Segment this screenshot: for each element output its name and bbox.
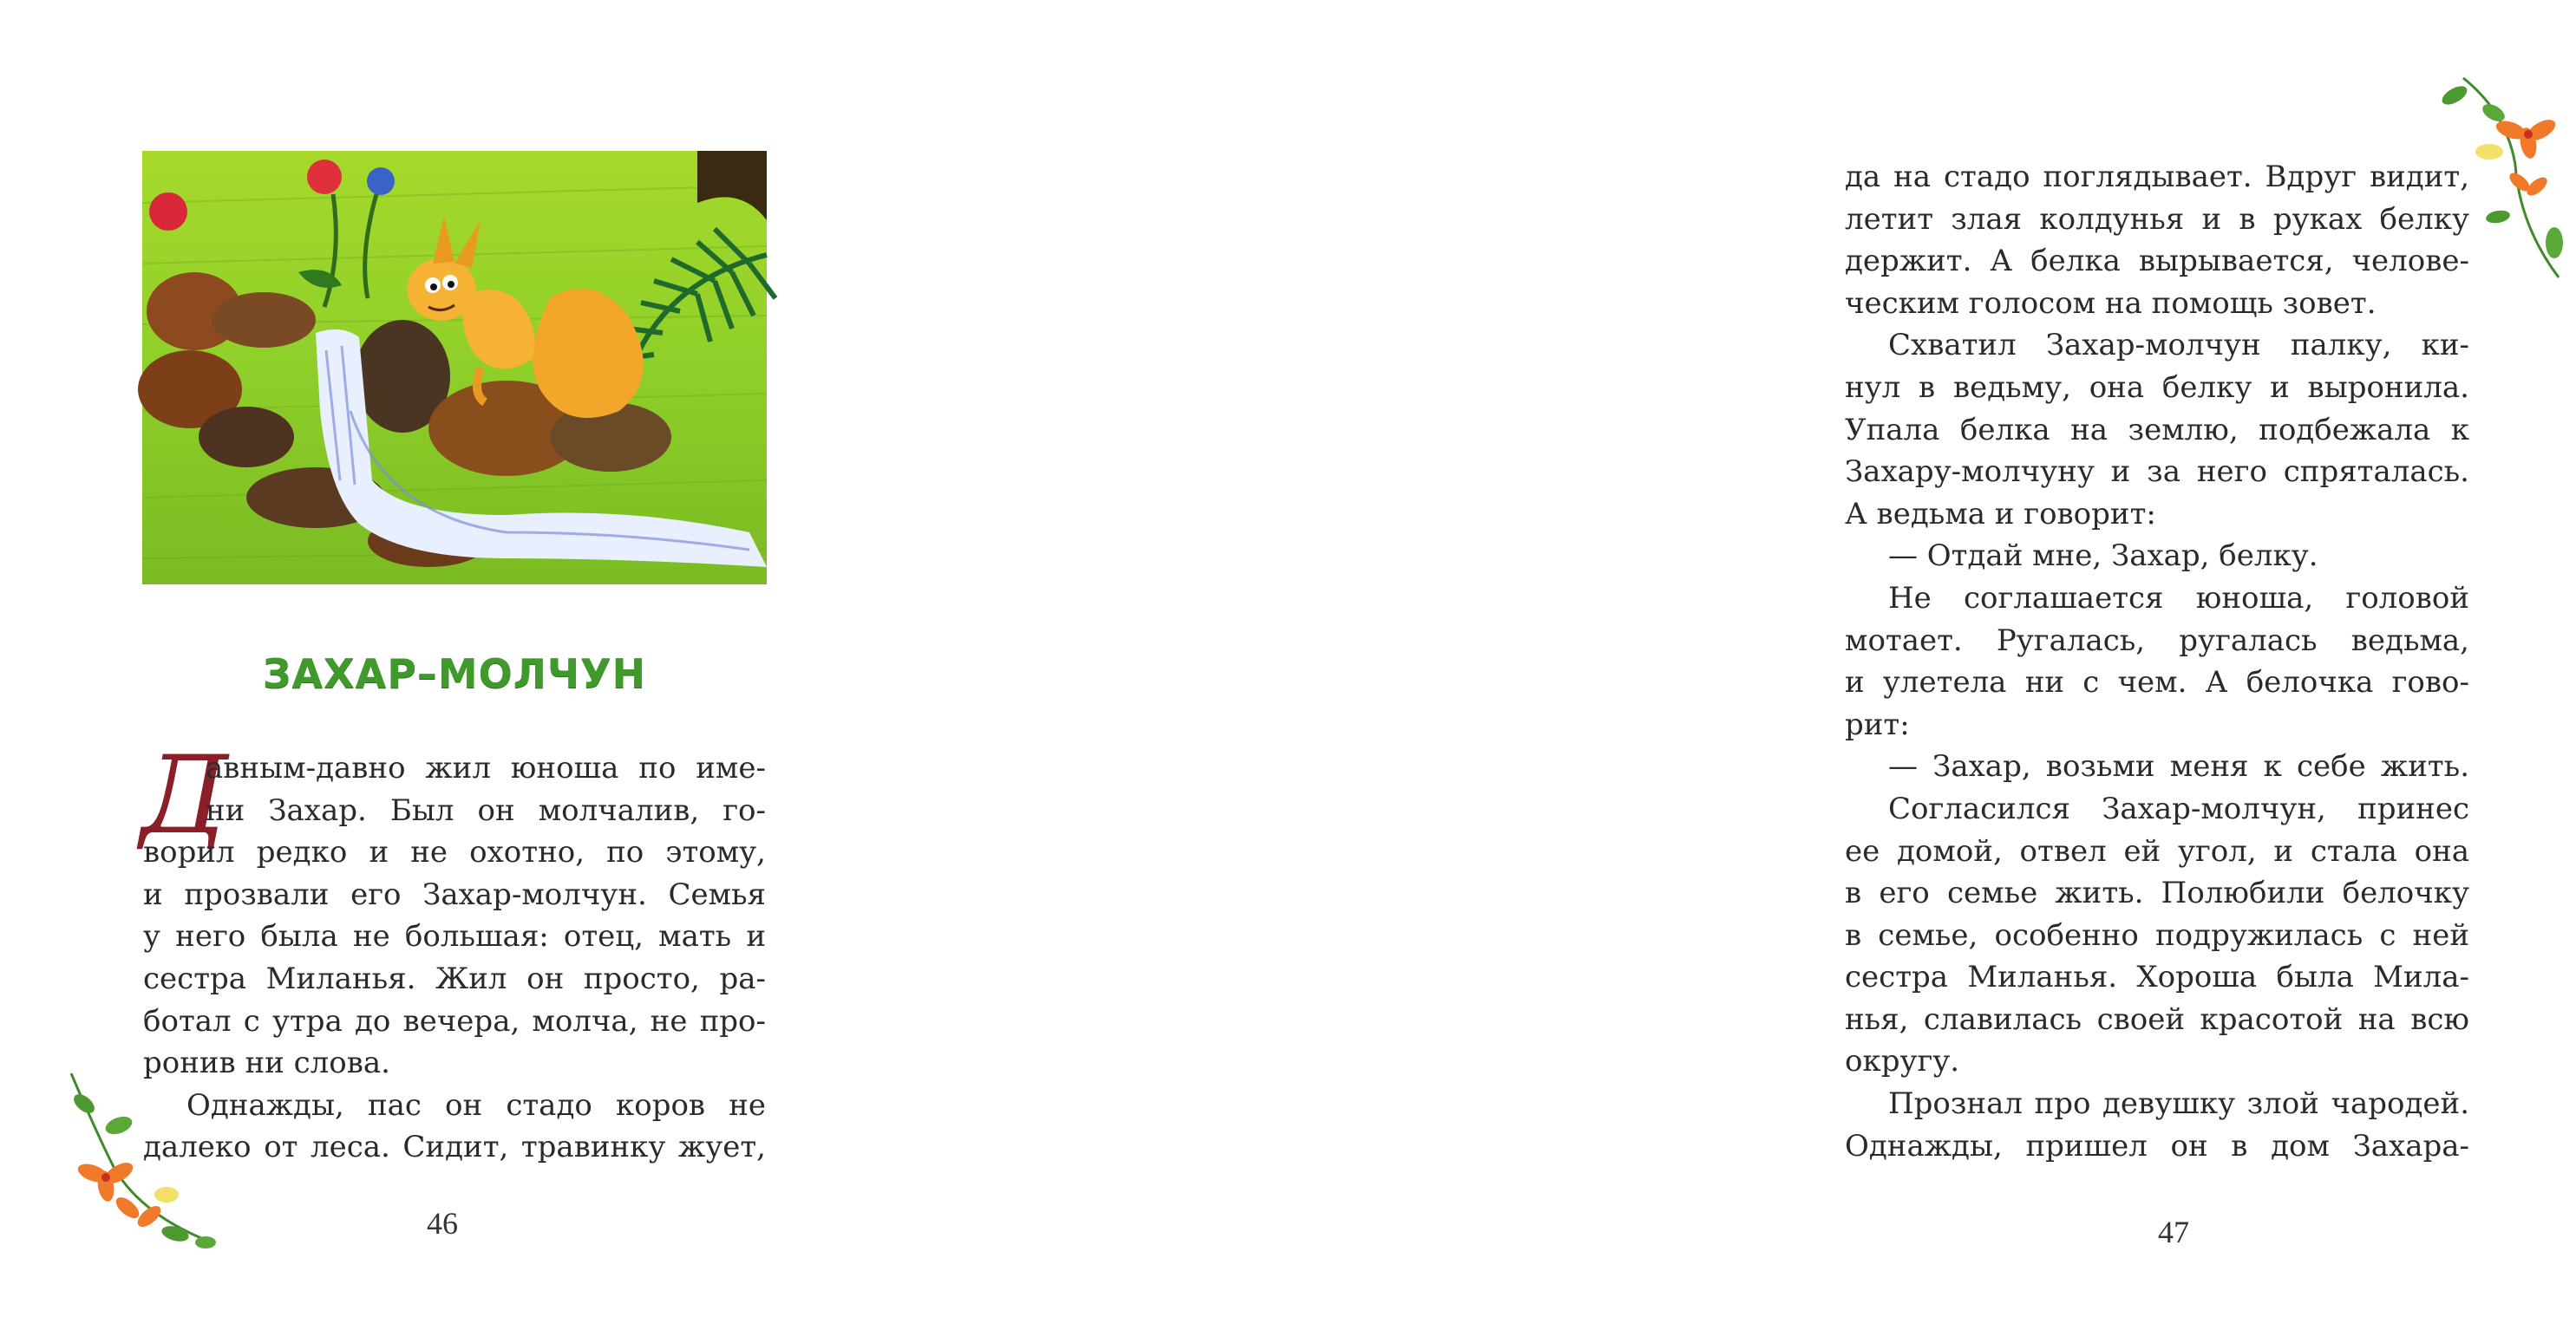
text-line: авным-давно жил юноша по име- <box>206 751 766 786</box>
page-number-right: 47 <box>2158 1215 2189 1249</box>
text-line: Однажды, пас он стадо коров не <box>186 1087 766 1123</box>
text-line: сестра Миланья. Хороша была Мила- <box>1845 960 2469 995</box>
left-page <box>0 0 867 1330</box>
text-line: и улетела ни с чем. А белочка гово- <box>1845 665 2469 701</box>
right-page <box>867 0 2469 1330</box>
text-line: да на стадо поглядывает. Вдруг видит, <box>1845 160 2469 194</box>
text-line: ни Захар. Был он молчалив, го- <box>206 792 766 828</box>
text-line: ворил редко и не охотно, по этому, <box>143 835 766 870</box>
text-line: — Отдай мне, Захар, белку. <box>1888 538 2318 574</box>
text-line: рит: <box>1845 707 1910 742</box>
squirrel-by-waterfall-illustration <box>142 151 767 584</box>
flower-vine-ornament-icon <box>45 1065 219 1264</box>
text-line: Не соглашается юноша, головой <box>1888 580 2469 616</box>
text-line: Однажды, пришел он в дом Захара- <box>1845 1128 2469 1164</box>
text-line: далеко от леса. Сидит, травинку жует, <box>143 1130 766 1165</box>
text-line: Прознал про девушку злой чародей. <box>1888 1086 2469 1122</box>
story-title: ЗАХАР–МОЛЧУН <box>262 650 647 697</box>
text-line: округу. <box>1845 1044 1960 1079</box>
text-line: А ведьма и говорит: <box>1845 496 2156 531</box>
text-line: ее домой, отвел ей угол, и стала она <box>1845 833 2469 869</box>
text-line: ческим голосом на помощь зовет. <box>1845 285 2377 321</box>
text-line: Захару-молчуну и за него спряталась. <box>1845 454 2469 490</box>
text-line: в семье, особенно подружилась с ней <box>1845 917 2469 953</box>
text-line: и прозвали его Захар-молчун. Семья <box>143 877 766 912</box>
text-line: Согласился Захар-молчун, принес <box>1888 791 2469 826</box>
text-line: держит. А белка вырывается, челове- <box>1845 244 2469 279</box>
text-line: Схватил Захар-молчун палку, ки- <box>1888 328 2469 363</box>
text-line: летит злая колдунья и в руках белку <box>1845 201 2469 237</box>
text-line: — Захар, возьми меня к себе жить. <box>1888 749 2469 785</box>
text-line: мотает. Ругалась, ругалась ведьма, <box>1845 623 2469 658</box>
text-line: нья, славилась своей красотой на всю <box>1845 1001 2469 1037</box>
text-line: ботал с утра до вечера, молча, не про- <box>143 1003 766 1039</box>
drop-cap-letter: Д <box>141 733 228 858</box>
right-page-text <box>1845 156 2469 1167</box>
page-number-left: 46 <box>427 1206 458 1241</box>
left-page-text <box>143 747 766 1169</box>
text-line: сестра Миланья. Жил он просто, ра- <box>143 961 766 996</box>
text-line: ронив ни слова. <box>143 1046 390 1081</box>
text-line: у него была не большая: отец, мать и <box>143 919 766 955</box>
text-line: в его семье жить. Полюбили белочку <box>1845 876 2469 911</box>
text-line: Упала белка на землю, подбежала к <box>1845 412 2469 447</box>
text-line: нул в ведьму, она белку и выронила. <box>1845 369 2469 405</box>
